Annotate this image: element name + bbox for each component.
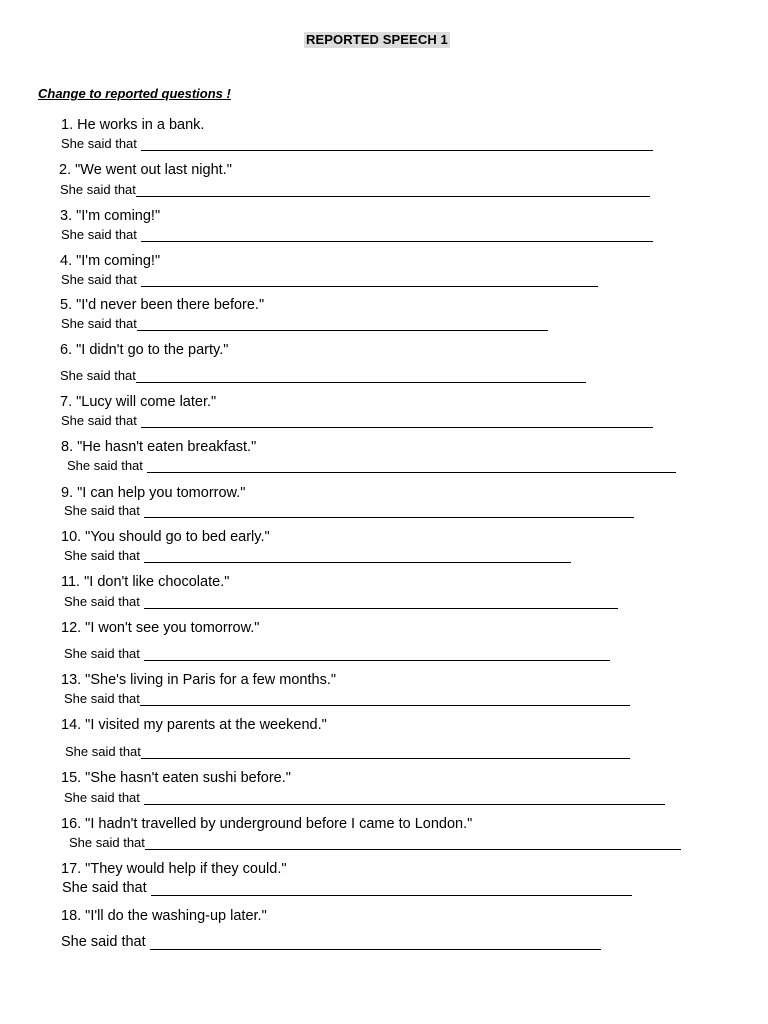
answer-line-3[interactable] bbox=[61, 227, 653, 242]
answer-prefix: She said that bbox=[69, 835, 145, 850]
answer-line-16[interactable] bbox=[69, 835, 681, 850]
blank-line[interactable] bbox=[145, 838, 681, 850]
answer-line-13[interactable] bbox=[64, 691, 630, 706]
blank-line[interactable] bbox=[141, 747, 630, 759]
blank-line[interactable] bbox=[141, 230, 653, 242]
answer-line-5[interactable] bbox=[61, 316, 548, 331]
blank-line[interactable] bbox=[144, 506, 634, 518]
question-2: 2. "We went out last night." bbox=[59, 162, 232, 178]
blank-line[interactable] bbox=[141, 275, 598, 287]
question-14: 14. "I visited my parents at the weekend." bbox=[61, 717, 327, 733]
blank-line[interactable] bbox=[140, 694, 630, 706]
answer-prefix: She said that bbox=[61, 272, 137, 287]
question-15: 15. "She hasn't eaten sushi before." bbox=[61, 770, 291, 786]
answer-prefix: She said that bbox=[67, 458, 143, 473]
blank-line[interactable] bbox=[147, 461, 676, 473]
answer-line-12[interactable] bbox=[64, 646, 610, 661]
answer-prefix: She said that bbox=[61, 227, 137, 242]
answer-prefix: She said that bbox=[61, 934, 146, 950]
answer-prefix: She said that bbox=[64, 548, 140, 563]
answer-prefix: She said that bbox=[61, 413, 137, 428]
question-3: 3. "I'm coming!" bbox=[60, 208, 161, 224]
answer-line-15[interactable] bbox=[64, 790, 665, 805]
answer-prefix: She said that bbox=[64, 691, 140, 706]
blank-line[interactable] bbox=[136, 185, 650, 197]
question-5: 5. "I'd never been there before." bbox=[60, 297, 265, 313]
blank-line[interactable] bbox=[144, 649, 610, 661]
answer-prefix: She said that bbox=[60, 182, 136, 197]
answer-line-10[interactable] bbox=[64, 548, 571, 563]
answer-line-6[interactable] bbox=[60, 368, 586, 383]
worksheet-title: REPORTED SPEECH 1 bbox=[306, 32, 448, 47]
question-12: 12. "I won't see you tomorrow." bbox=[61, 620, 260, 636]
answer-line-9[interactable] bbox=[64, 503, 634, 518]
instruction: Change to reported questions ! bbox=[38, 86, 231, 101]
answer-prefix: She said that bbox=[62, 880, 147, 896]
answer-line-14[interactable] bbox=[65, 744, 630, 759]
answer-prefix: She said that bbox=[64, 503, 140, 518]
question-16: 16. "I hadn't travelled by underground before I came to London." bbox=[61, 816, 473, 832]
blank-line[interactable] bbox=[141, 416, 653, 428]
answer-line-11[interactable] bbox=[64, 594, 618, 609]
answer-prefix: She said that bbox=[64, 594, 140, 609]
question-8: 8. "He hasn't eaten breakfast." bbox=[61, 439, 257, 455]
answer-prefix: She said that bbox=[64, 790, 140, 805]
question-7: 7. "Lucy will come later." bbox=[60, 394, 217, 410]
blank-line[interactable] bbox=[144, 597, 618, 609]
question-18: 18. "I'll do the washing-up later." bbox=[61, 908, 267, 924]
answer-line-18[interactable] bbox=[61, 934, 601, 950]
answer-line-1[interactable] bbox=[61, 136, 653, 151]
question-10: 10. "You should go to bed early." bbox=[61, 529, 270, 545]
answer-line-8[interactable] bbox=[67, 458, 676, 473]
question-11: 11. "I don't like chocolate." bbox=[61, 574, 230, 590]
question-6: 6. "I didn't go to the party." bbox=[60, 342, 229, 358]
answer-prefix: She said that bbox=[61, 316, 137, 331]
answer-line-7[interactable] bbox=[61, 413, 653, 428]
question-4: 4. "I'm coming!" bbox=[60, 253, 161, 269]
answer-prefix: She said that bbox=[60, 368, 136, 383]
answer-prefix: She said that bbox=[61, 136, 137, 151]
question-1: 1. He works in a bank. bbox=[61, 117, 205, 133]
blank-line[interactable] bbox=[151, 884, 632, 896]
answer-prefix: She said that bbox=[65, 744, 141, 759]
question-9: 9. "I can help you tomorrow." bbox=[61, 485, 246, 501]
answer-prefix: She said that bbox=[64, 646, 140, 661]
question-13: 13. "She's living in Paris for a few months." bbox=[61, 672, 336, 688]
blank-line[interactable] bbox=[136, 371, 586, 383]
blank-line[interactable] bbox=[137, 319, 548, 331]
blank-line[interactable] bbox=[150, 938, 601, 950]
blank-line[interactable] bbox=[144, 793, 665, 805]
answer-line-4[interactable] bbox=[61, 272, 598, 287]
answer-line-2[interactable] bbox=[60, 182, 650, 197]
question-17: 17. "They would help if they could." bbox=[61, 861, 287, 877]
blank-line[interactable] bbox=[141, 139, 653, 151]
blank-line[interactable] bbox=[144, 551, 571, 563]
answer-line-17[interactable] bbox=[62, 880, 632, 896]
